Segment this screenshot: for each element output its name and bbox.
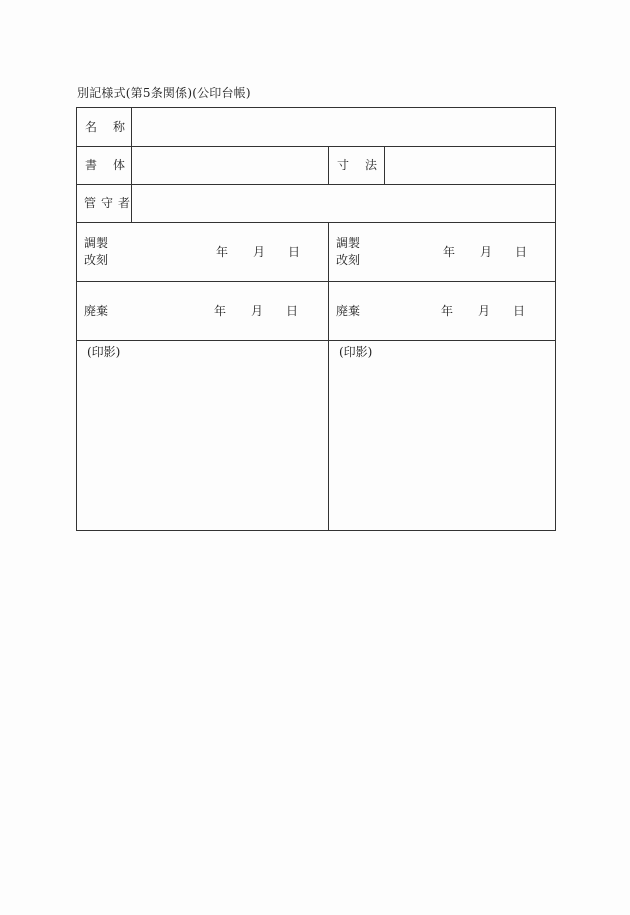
left-made-month: 月 — [253, 245, 266, 259]
row-divider — [77, 340, 555, 341]
form-title: 別記様式(第5条関係)(公印台帳) — [77, 86, 251, 100]
right-made-month: 月 — [480, 245, 493, 259]
made-label-line1: 調製 — [336, 236, 361, 250]
left-made-label — [84, 235, 108, 269]
custodian-label: 管守者 — [84, 196, 136, 210]
center-column-divider — [328, 146, 329, 184]
left-disposed-month: 月 — [251, 304, 264, 318]
right-made-year: 年 — [443, 245, 456, 259]
left-disposed-day: 日 — [286, 304, 299, 318]
right-impression-label: (印影) — [339, 345, 373, 359]
right-disposed-label: 廃棄 — [336, 304, 361, 318]
left-made-day: 日 — [288, 245, 301, 259]
row-divider — [77, 146, 555, 147]
row-divider — [77, 222, 555, 223]
row-divider — [77, 281, 555, 282]
typeface-label: 書体 — [85, 158, 142, 172]
right-made-day: 日 — [515, 245, 528, 259]
row-divider — [77, 184, 555, 185]
right-disposed-month: 月 — [478, 304, 491, 318]
seal-ledger-table — [76, 107, 556, 531]
right-made-label — [336, 235, 360, 269]
left-impression-label: (印影) — [87, 345, 121, 359]
made-label-line2: 改刻 — [84, 253, 109, 267]
made-label-line2: 改刻 — [336, 253, 361, 267]
right-disposed-day: 日 — [513, 304, 526, 318]
center-column-divider — [328, 222, 329, 530]
name-label: 名称 — [85, 120, 142, 134]
left-disposed-label: 廃棄 — [84, 304, 109, 318]
right-disposed-year: 年 — [441, 304, 454, 318]
size-label: 寸法 — [337, 158, 394, 172]
left-made-year: 年 — [216, 245, 229, 259]
left-disposed-year: 年 — [214, 304, 227, 318]
made-label-line1: 調製 — [84, 236, 109, 250]
